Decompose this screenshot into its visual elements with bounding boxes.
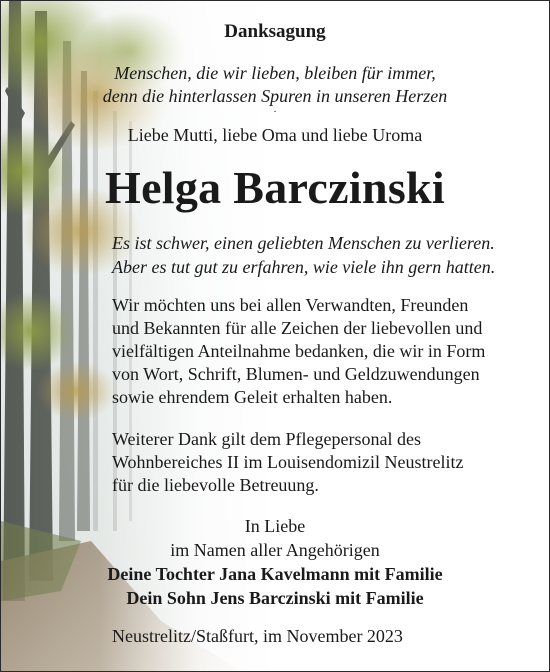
notice-content <box>1 1 549 671</box>
motto-line: denn die hinterlassen Spuren in unseren Herzen <box>102 86 448 106</box>
signature-family: Dein Sohn Jens Barczinski mit Familie <box>126 588 424 608</box>
quote-line: Es ist schwer, einen geliebten Menschen zu verlieren. <box>112 233 495 253</box>
paragraph-line: sowie ehrendem Geleit erhalten haben. <box>112 387 393 407</box>
paragraph-line: Wir möchten uns bei allen Verwandten, Freunden <box>112 295 469 315</box>
salutation: Liebe Mutti, liebe Oma und liebe Uroma <box>127 125 423 145</box>
heading: Danksagung <box>224 21 326 42</box>
motto-dot: . <box>273 104 277 115</box>
care-paragraph <box>112 428 463 497</box>
paragraph-line: Weiterer Dank gilt dem Pflegepersonal des <box>112 429 421 449</box>
place-date: Neustrelitz/Staßfurt, im November 2023 <box>112 626 403 646</box>
paragraph-line: für die liebevolle Betreuung. <box>112 475 319 495</box>
paragraph-line: vielfältigen Anteilnahme bedanken, die wir in Form <box>112 341 486 361</box>
signature-on-behalf: im Namen aller Angehörigen <box>170 540 380 560</box>
paragraph-line: von Wort, Schrift, Blumen- und Geldzuwendungen <box>112 364 480 384</box>
deceased-name: Helga Barczinski <box>104 162 445 213</box>
signature-closing: In Liebe <box>244 516 306 536</box>
thanks-paragraph <box>112 294 485 409</box>
paragraph-line: und Bekannten für alle Zeichen der liebevollen und <box>112 318 483 338</box>
quote-line: Aber es tut gut zu erfahren, wie viele ihn gern hatten. <box>112 257 496 277</box>
paragraph-line: Wohnbereiches II im Louisendomizil Neustrelitz <box>112 452 464 472</box>
motto-line: Menschen, die wir lieben, bleiben für immer, <box>114 63 436 83</box>
signature-family: Deine Tochter Jana Kavelmann mit Familie <box>107 564 443 584</box>
